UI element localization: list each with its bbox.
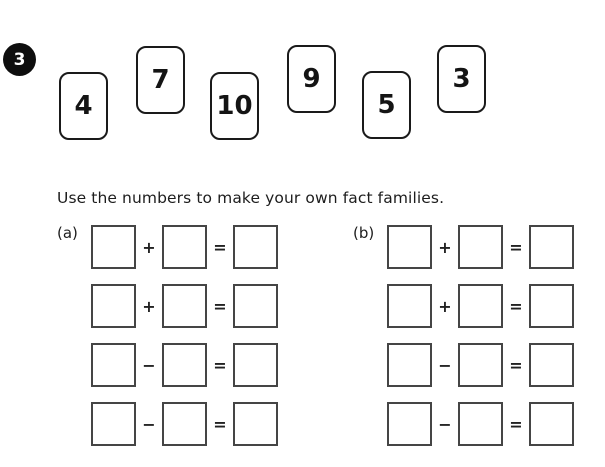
number-card — [59, 72, 108, 140]
number-card — [210, 72, 259, 140]
answer-box[interactable] — [387, 402, 432, 446]
question-number-badge — [3, 43, 36, 76]
plus-operator: + — [438, 296, 452, 316]
equals-sign: = — [509, 237, 523, 257]
answer-box[interactable] — [458, 225, 503, 269]
answer-box[interactable] — [233, 402, 278, 446]
number-card — [287, 45, 336, 113]
card-value: 5 — [377, 90, 396, 120]
equation-rows — [387, 225, 574, 446]
answer-box[interactable] — [529, 284, 574, 328]
answer-box[interactable] — [233, 284, 278, 328]
equation-rows — [91, 225, 278, 446]
answer-box[interactable] — [91, 284, 136, 328]
plus-operator: + — [438, 237, 452, 257]
answer-box[interactable] — [162, 343, 207, 387]
answer-box[interactable] — [529, 343, 574, 387]
answer-box[interactable] — [91, 402, 136, 446]
equation-row — [387, 343, 574, 387]
equals-sign: = — [213, 296, 227, 316]
card-value: 9 — [302, 64, 321, 94]
equals-sign: = — [213, 355, 227, 375]
card-value: 4 — [74, 91, 93, 121]
plus-operator: + — [142, 237, 156, 257]
question-number: 3 — [13, 49, 26, 70]
minus-operator: − — [142, 414, 156, 434]
answer-box[interactable] — [529, 402, 574, 446]
answer-box[interactable] — [162, 225, 207, 269]
instruction-text: Use the numbers to make your own fact families. — [57, 189, 445, 207]
equation-row — [387, 225, 574, 269]
answer-box[interactable] — [387, 284, 432, 328]
number-card — [136, 46, 185, 114]
equals-sign: = — [213, 237, 227, 257]
answer-box[interactable] — [162, 284, 207, 328]
section-a — [57, 225, 278, 446]
number-card — [437, 45, 486, 113]
equation-row — [387, 284, 574, 328]
number-card — [362, 71, 411, 139]
minus-operator: − — [438, 355, 452, 375]
equation-row — [91, 343, 278, 387]
plus-operator: + — [142, 296, 156, 316]
answer-box[interactable] — [458, 402, 503, 446]
answer-box[interactable] — [233, 225, 278, 269]
answer-box[interactable] — [387, 343, 432, 387]
minus-operator: − — [142, 355, 156, 375]
card-value: 10 — [216, 91, 253, 121]
answer-box[interactable] — [529, 225, 574, 269]
minus-operator: − — [438, 414, 452, 434]
equals-sign: = — [509, 414, 523, 434]
answer-box[interactable] — [458, 343, 503, 387]
section-label: (b) — [353, 224, 375, 242]
equation-row — [91, 225, 278, 269]
equals-sign: = — [509, 355, 523, 375]
equation-row — [387, 402, 574, 446]
answer-box[interactable] — [91, 225, 136, 269]
card-value: 7 — [151, 65, 170, 95]
equals-sign: = — [509, 296, 523, 316]
answer-box[interactable] — [387, 225, 432, 269]
answer-box[interactable] — [91, 343, 136, 387]
answer-box[interactable] — [162, 402, 207, 446]
card-value: 3 — [452, 64, 471, 94]
answer-box[interactable] — [458, 284, 503, 328]
equation-row — [91, 402, 278, 446]
answer-box[interactable] — [233, 343, 278, 387]
equation-row — [91, 284, 278, 328]
equals-sign: = — [213, 414, 227, 434]
section-b — [353, 225, 574, 446]
section-label: (a) — [57, 224, 78, 242]
